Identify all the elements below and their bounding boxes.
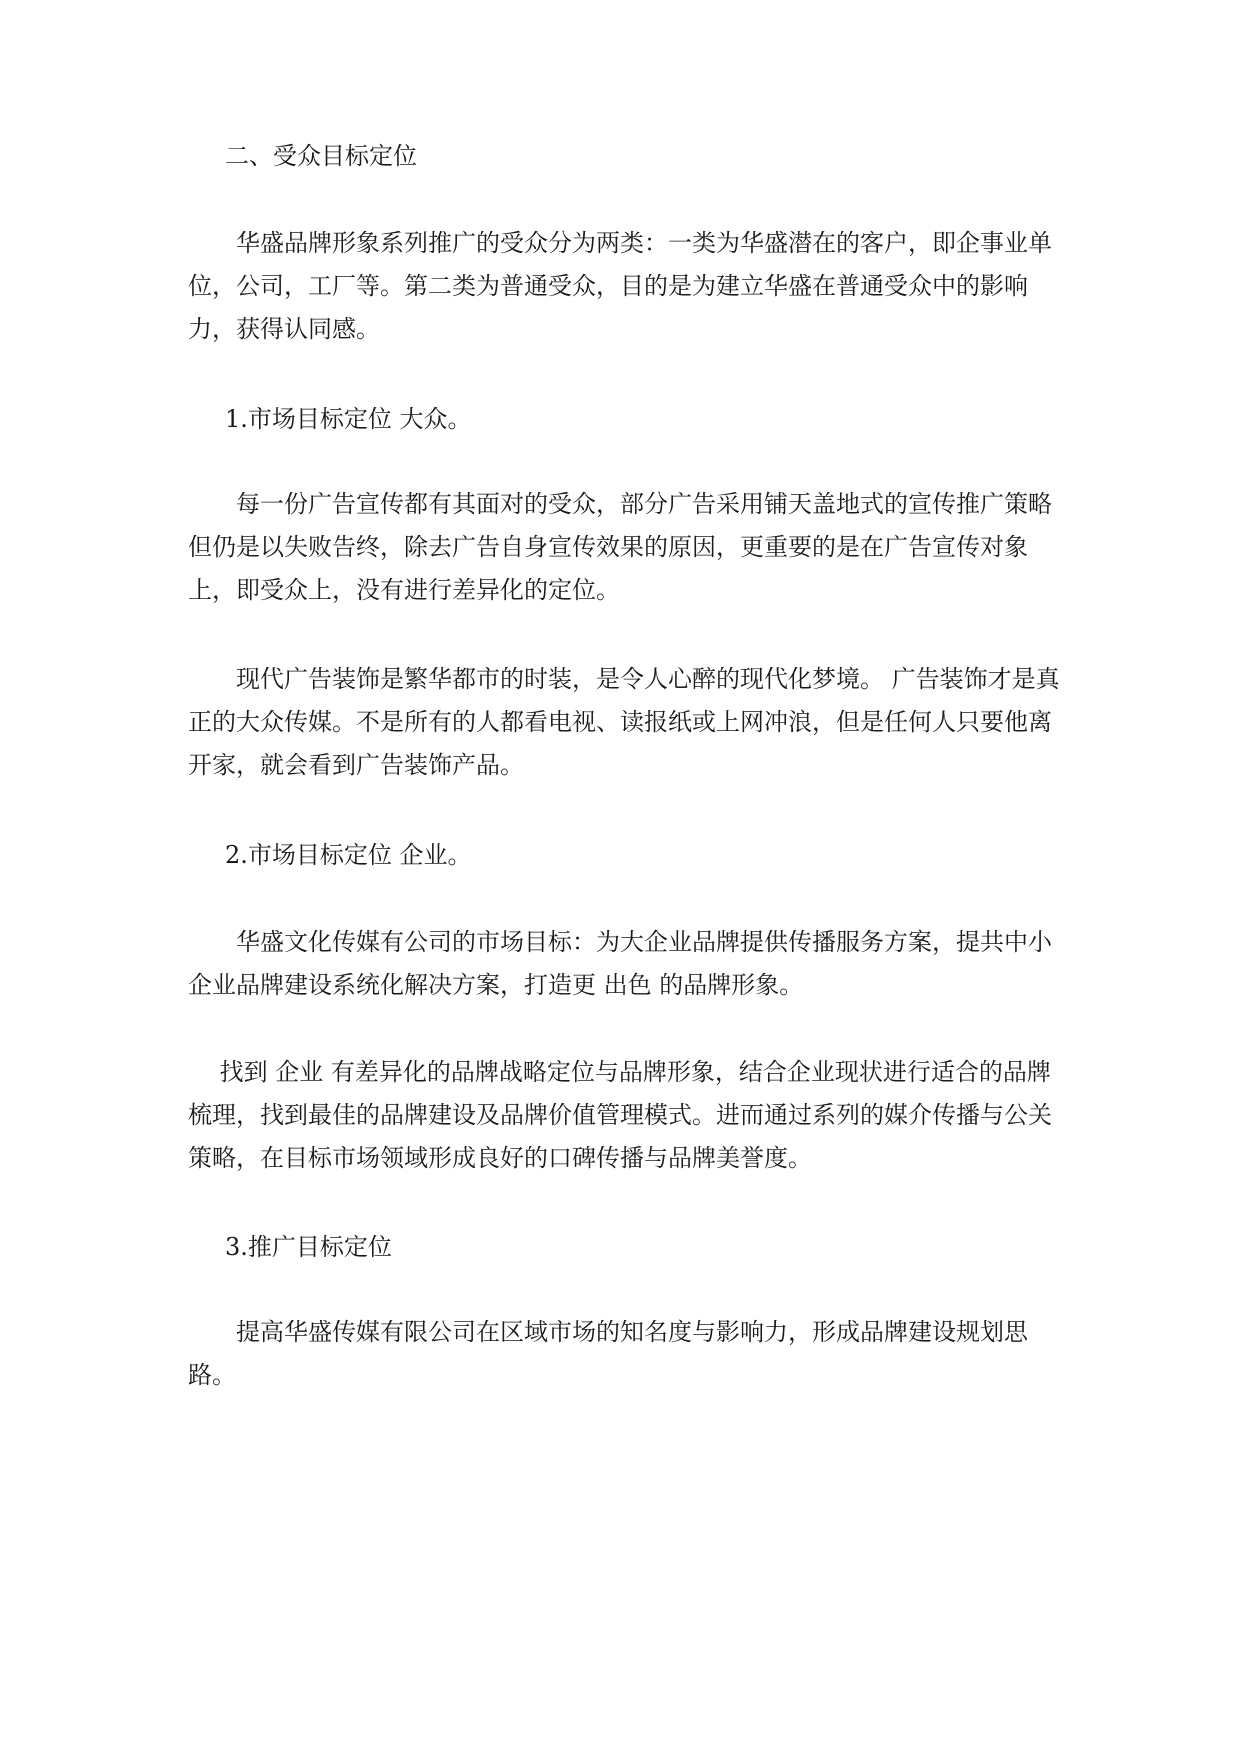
paragraph-market-goal: 华盛文化传媒有公司的市场目标：为大企业品牌提供传播服务方案，提共中小企业品牌建设系统化解决方案，打造更 出色 的品牌形象。	[188, 928, 1052, 999]
subheading-enterprise-market: 2.市场目标定位 企业。	[225, 841, 472, 869]
section-heading: 二、受众目标定位	[225, 142, 417, 170]
paragraph-brand-awareness: 提高华盛传媒有限公司在区域市场的知名度与影响力，形成品牌建设规划思路。	[188, 1318, 1028, 1389]
paragraph-brand-strategy: 找到 企业 有差异化的品牌战略定位与品牌形象，结合企业现状进行适合的品牌梳理，找到最佳的品牌建设及品牌价值管理模式。进而通过系列的媒介传播与公关策略，在目标市场领域形成良好的口碑传播与品牌美誉度。	[188, 1058, 1052, 1172]
subheading-mass-market: 1.市场目标定位 大众。	[225, 405, 472, 433]
paragraph-audience-intro: 华盛品牌形象系列推广的受众分为两类：一类为华盛潜在的客户，即企事业单位，公司，工厂等。第二类为普通受众，目的是为建立华盛在普通受众中的影响力，获得认同感。	[188, 229, 1052, 343]
paragraph-modern-advertising: 现代广告装饰是繁华都市的时装，是令人心醉的现代化梦境。 广告装饰才是真正的大众传媒。不是所有的人都看电视、读报纸或上网冲浪，但是任何人只要他离开家，就会看到广告装饰产品。	[188, 665, 1060, 779]
paragraph-ad-audience: 每一份广告宣传都有其面对的受众，部分广告采用铺天盖地式的宣传推广策略但仍是以失败告终，除去广告自身宣传效果的原因，更重要的是在广告宣传对象上，即受众上，没有进行差异化的定位。	[188, 490, 1052, 604]
subheading-promotion-goal: 3.推广目标定位	[225, 1233, 392, 1261]
